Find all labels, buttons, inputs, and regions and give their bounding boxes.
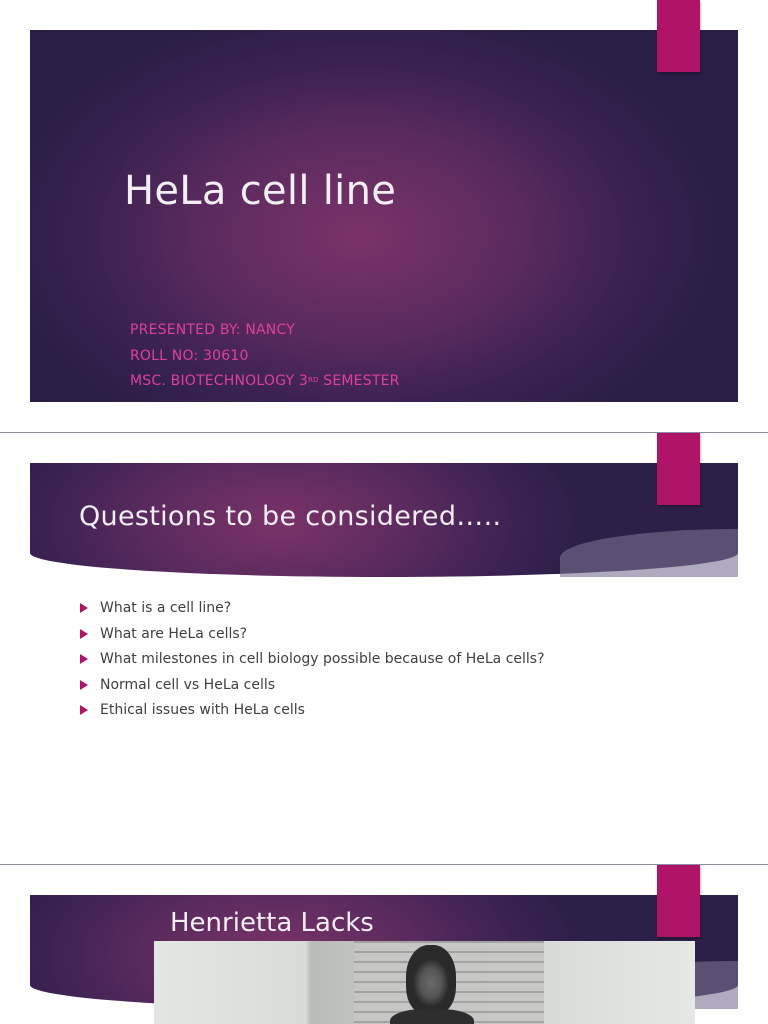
bullet-text: What are HeLa cells?	[100, 625, 248, 642]
course-line	[130, 369, 400, 395]
list-item	[78, 599, 545, 625]
presenter-info	[130, 318, 400, 395]
course-text: MSC. BIOTECHNOLOGY 3	[130, 373, 308, 389]
portrait-figure-body	[390, 1009, 474, 1024]
bullet-list	[78, 599, 545, 727]
bullet-text: What milestones in cell biology possible because of HeLa cells?	[100, 651, 545, 667]
slide-title[interactable]	[0, 0, 768, 432]
roll-number-line: ROLL NO: 30610	[130, 347, 249, 364]
bullet-arrow-icon	[80, 603, 88, 613]
slide-henrietta[interactable]	[0, 865, 768, 1024]
list-item	[78, 650, 545, 676]
portrait-figure-head	[406, 945, 456, 1015]
bullet-arrow-icon	[80, 629, 88, 639]
semester-text: SEMESTER	[318, 373, 400, 389]
accent-tab	[657, 865, 700, 937]
portrait-photo	[154, 941, 695, 1024]
bullet-arrow-icon	[80, 654, 88, 664]
bullet-text: What is a cell line?	[100, 600, 232, 616]
list-item	[78, 676, 545, 702]
bullet-arrow-icon	[80, 705, 88, 715]
slide-questions[interactable]	[0, 433, 768, 864]
ordinal-suffix: RD	[307, 376, 319, 384]
bullet-text: Ethical issues with HeLa cells	[100, 702, 305, 718]
accent-tab	[657, 433, 700, 505]
slide-heading: Henrietta Lacks	[170, 908, 374, 938]
list-item	[78, 625, 545, 651]
accent-tab	[657, 0, 700, 72]
list-item	[78, 701, 545, 727]
bullet-arrow-icon	[80, 680, 88, 690]
presented-by-line: PRESENTED BY: NANCY	[130, 322, 295, 338]
slide-title-text: HeLa cell line	[124, 168, 397, 214]
bullet-text: Normal cell vs HeLa cells	[100, 676, 276, 693]
slide-heading: Questions to be considered…..	[79, 501, 502, 532]
